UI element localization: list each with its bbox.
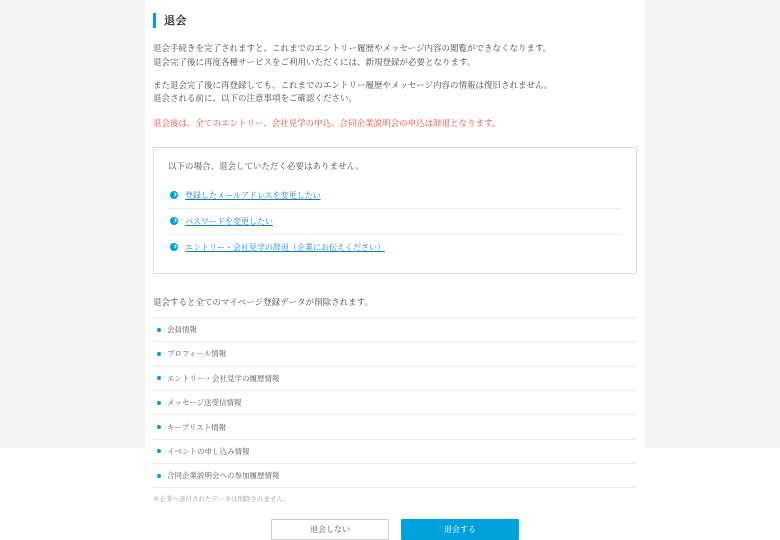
chevron-right-icon [170, 191, 178, 199]
cancel-button[interactable]: 退会しない [271, 519, 389, 540]
notice-link-row[interactable] [168, 209, 622, 235]
list-item [153, 464, 637, 488]
bullet-dot-icon [157, 401, 161, 405]
title-accent-bar [153, 13, 156, 28]
page-background-left [0, 0, 145, 448]
data-item-list [153, 317, 637, 489]
list-item [153, 440, 637, 464]
page-title: 退会 [164, 15, 187, 27]
bullet-dot-icon [157, 474, 161, 478]
intro-line-2: 退会完了後に再度各種サービスをご利用いただくには、新規登録が必要となります。 [153, 56, 476, 67]
data-section-note: ※企業へ送付されたデータは削除されません。 [153, 496, 290, 504]
list-item-label: 会員情報 [167, 325, 197, 335]
notice-link-change-password[interactable]: パスワードを変更したい [185, 216, 273, 226]
bullet-dot-icon [157, 449, 161, 453]
list-item [153, 415, 637, 439]
intro-warning: 退会後は、全てのエントリー、会社見学の申込、合同企業説明会の申込は辞退となります。 [153, 118, 501, 129]
list-item-label: プロフィール情報 [167, 349, 227, 359]
bullet-dot-icon [157, 376, 161, 380]
chevron-right-icon [170, 243, 178, 251]
intro-text [153, 42, 637, 131]
notice-box [153, 147, 637, 274]
notice-heading: 以下の場合、退会していただく必要はありません。 [168, 160, 365, 171]
notice-link-row[interactable] [168, 235, 622, 260]
bullet-dot-icon [157, 328, 161, 332]
list-item-label: メッセージ送受信情報 [167, 398, 242, 408]
bullet-dot-icon [157, 425, 161, 429]
list-item [153, 391, 637, 415]
chevron-right-icon [170, 217, 178, 225]
intro-line-4: 退会される前に、以下の注意事項をご確認ください。 [153, 93, 358, 104]
page-background-right [645, 0, 780, 448]
data-section-heading: 退会すると全てのマイページ登録データが削除されます。 [153, 296, 373, 307]
notice-link-change-email[interactable]: 登録したメールアドレスを変更したい [185, 190, 321, 200]
list-item [153, 367, 637, 391]
list-item-label: キープリスト情報 [167, 422, 227, 432]
action-button-row [153, 519, 637, 540]
notice-link-row[interactable] [168, 183, 622, 209]
intro-line-3: また退会完了後に再登録しても、これまでのエントリー履歴やメッセージ内容の情報は復旧されません。 [153, 79, 553, 90]
page-title-row [153, 12, 637, 28]
list-item [153, 342, 637, 366]
list-item [153, 317, 637, 342]
notice-link-withdraw-entry[interactable]: エントリー・会社見学の辞退（企業にお伝えください） [185, 242, 385, 252]
submit-withdraw-button[interactable]: 退会する [401, 519, 519, 540]
main-content [145, 0, 645, 535]
list-item-label: イベントの申し込み情報 [167, 446, 250, 456]
list-item-label: 合同企業説明会への参加履歴情報 [167, 471, 280, 481]
intro-line-1: 退会手続きを完了されますと、これまでのエントリー履歴やメッセージ内容の閲覧ができなくなります。 [153, 43, 552, 53]
list-item-label: エントリー・会社見学の履歴情報 [167, 373, 280, 383]
bullet-dot-icon [157, 352, 161, 356]
